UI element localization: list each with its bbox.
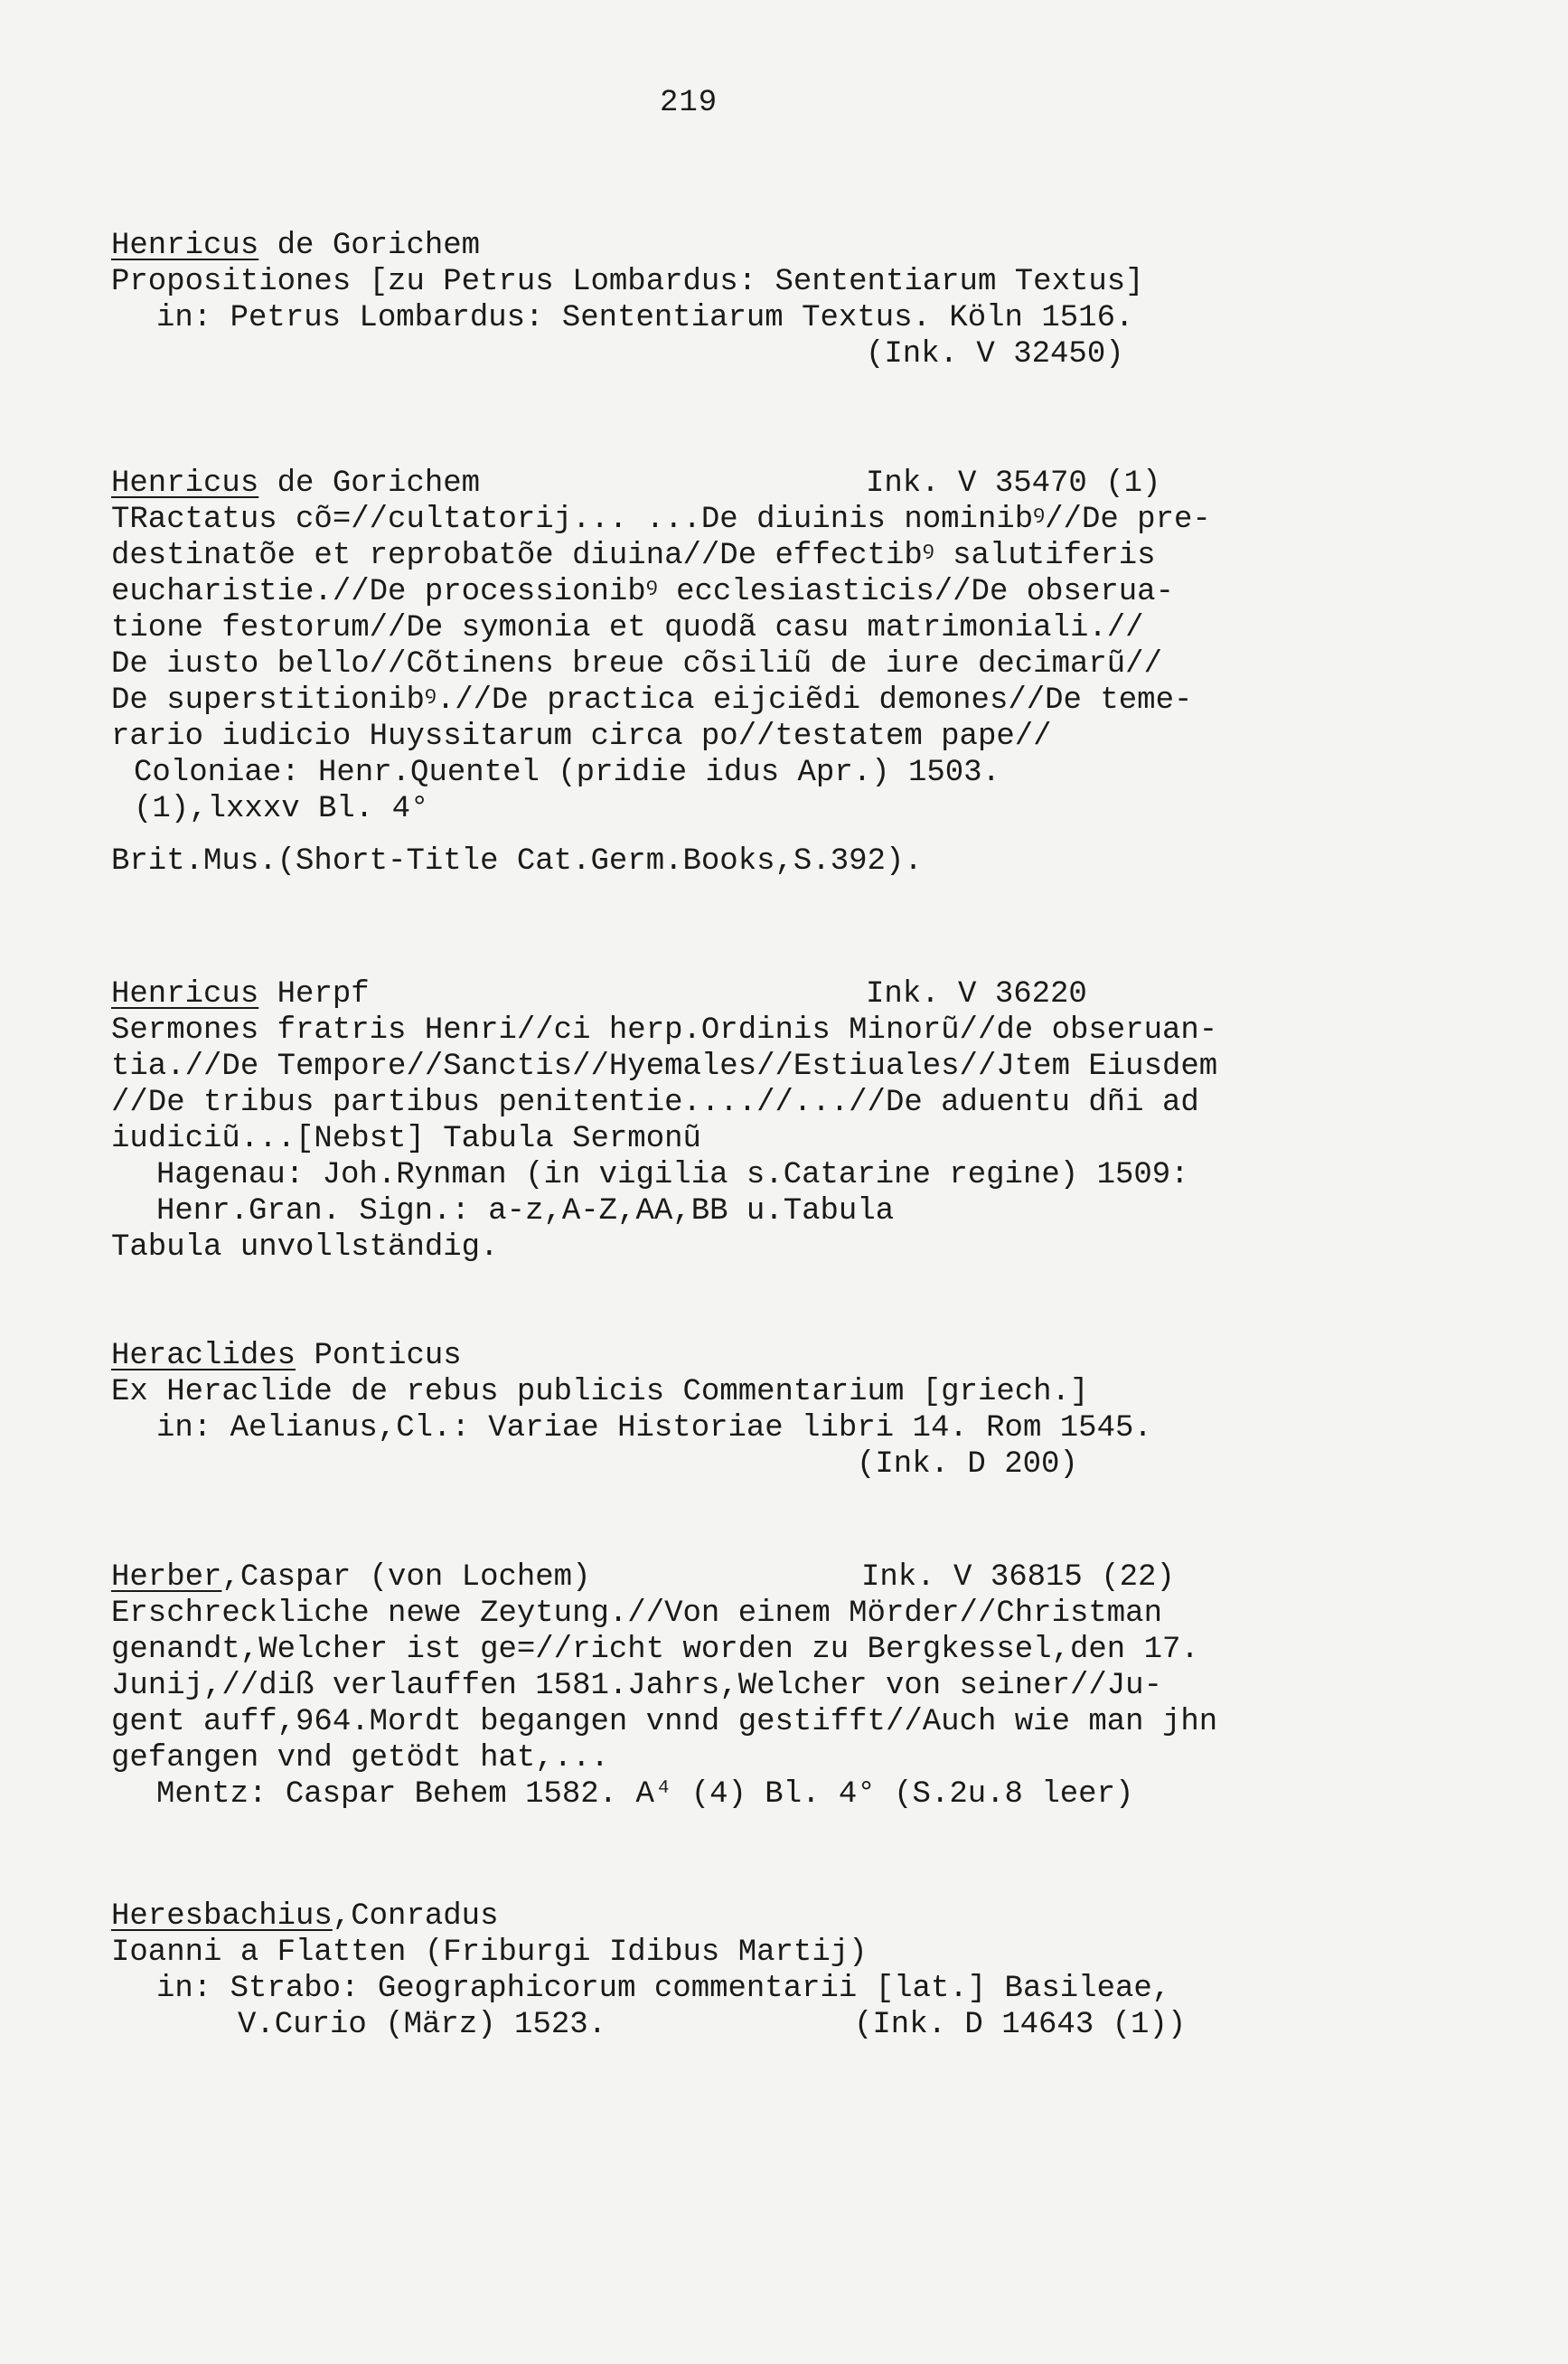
author-name: Herber: [111, 1560, 222, 1595]
shelfmark-text: Ink. V 36815 (22): [861, 1560, 1175, 1595]
entry-shelfmark: [111, 1446, 1286, 1483]
author-name: Heresbachius: [111, 1899, 333, 1934]
author-name: Henricus: [111, 977, 259, 1012]
entry-line: eucharistie.//De processionibꝰ ecclesiasticis//De obserua-: [111, 575, 1174, 609]
entry-line: De superstitionibꝰ.//De practica eijciẽdi demones//De teme-: [111, 683, 1193, 718]
author-name: Henricus: [111, 229, 259, 263]
entry-line: rario iudicio Huyssitarum circa po//testatem pape//: [111, 720, 1052, 754]
author-name: Henricus: [111, 466, 259, 501]
entry-line: De iusto bello//Cõtinens breue cõsiliũ de iure decimarũ//: [111, 647, 1162, 682]
author-rest: ,Caspar (von Lochem): [221, 1560, 591, 1595]
entry-line: gefangen vnd getödt hat,...: [111, 1741, 609, 1775]
catalog-entry: [111, 1559, 1286, 1813]
shelfmark-text: Ink. V 35470 (1): [866, 466, 1161, 501]
author-name: Heraclides: [111, 1339, 296, 1373]
entry-line: Henr.Gran. Sign.: a-z,A-Z,AA,BB u.Tabula: [156, 1194, 895, 1229]
catalog-entry: [111, 228, 1286, 372]
entry-line: Coloniae: Henr.Quentel (pridie idus Apr.) 1503.: [134, 756, 1000, 790]
entry-author: [111, 466, 1286, 502]
entry-line: TRactatus cõ=//cultatorij... ...De diuinis nominibꝰ//De pre-: [111, 503, 1211, 537]
entry-line: in: Aelianus,Cl.: Variae Historiae libri 14. Rom 1545.: [156, 1411, 1152, 1446]
entry-line: (1),lxxxv Bl. 4°: [134, 792, 429, 826]
shelfmark-text: (Ink. D 200): [857, 1447, 1078, 1482]
entry-shelfmark: [111, 336, 1286, 372]
entry-line: in: Strabo: Geographicorum commentarii [lat.] Basileae,: [156, 1972, 1171, 2006]
page-number: 219: [660, 86, 718, 120]
entry-line: genandt,Welcher ist ge=//richt worden zu Bergkessel,den 17.: [111, 1633, 1199, 1667]
entry-line: //De tribus partibus penitentie....//...//De aduentu dñi ad: [111, 1086, 1199, 1120]
catalog-entry: [111, 1898, 1286, 2043]
shelfmark-text: (Ink. D 14643 (1)): [854, 2008, 1187, 2042]
entry-line: in: Petrus Lombardus: Sententiarum Textus. Köln 1516.: [156, 301, 1134, 335]
entry-author: [111, 1559, 1286, 1596]
author-rest: Herpf: [258, 977, 370, 1012]
author-rest: de Gorichem: [258, 229, 481, 263]
entry-line: tione festorum//De symonia et quodã casu matrimoniali.//: [111, 611, 1144, 645]
entry-line: Tabula unvollständig.: [111, 1230, 499, 1265]
entry-author: [111, 228, 1286, 264]
catalog-entry: [111, 976, 1286, 1266]
entry-line: tia.//De Tempore//Sanctis//Hyemales//Estiuales//Jtem Eiusdem: [111, 1050, 1218, 1084]
entry-line: Junij,//diß verlauffen 1581.Jahrs,Welcher von seiner//Ju-: [111, 1669, 1162, 1703]
entry-line: [111, 2007, 1286, 2043]
catalog-entry: [111, 1338, 1286, 1483]
entry-line: gent auff,964.Mordt begangen vnnd gestifft//Auch wie man jhn: [111, 1705, 1218, 1739]
shelfmark-text: (Ink. V 32450): [866, 337, 1124, 372]
entry-line: destinatõe et reprobatõe diuina//De effectibꝰ salutiferis: [111, 539, 1156, 573]
entry-line: Ex Heraclide de rebus publicis Commentarium [griech.]: [111, 1375, 1089, 1409]
entry-author: [111, 976, 1286, 1012]
author-rest: ,Conradus: [332, 1899, 499, 1934]
entry-line: Propositiones [zu Petrus Lombardus: Sententiarum Textus]: [111, 265, 1144, 299]
entry-line: Ioanni a Flatten (Friburgi Idibus Martij): [111, 1935, 868, 1970]
entry-line: iudiciũ...[Nebst] Tabula Sermonũ: [111, 1122, 701, 1156]
entry-line: Brit.Mus.(Short-Title Cat.Germ.Books,S.392).: [111, 844, 923, 879]
catalog-entry: [111, 466, 1286, 880]
entry-line: Hagenau: Joh.Rynman (in vigilia s.Catarine regine) 1509:: [156, 1158, 1189, 1192]
entry-line: Erschreckliche newe Zeytung.//Von einem Mörder//Christman: [111, 1596, 1162, 1631]
entry-author: [111, 1338, 1286, 1374]
shelfmark-text: Ink. V 36220: [866, 977, 1087, 1012]
entry-line: Mentz: Caspar Behem 1582. A⁴ (4) Bl. 4° (S.2u.8 leer): [156, 1777, 1134, 1812]
author-rest: de Gorichem: [258, 466, 481, 501]
entry-line-text: V.Curio (März) 1523.: [238, 2008, 607, 2042]
entry-author: [111, 1898, 1286, 1935]
entry-line: Sermones fratris Henri//ci herp.Ordinis Minorũ//de obseruan-: [111, 1013, 1218, 1048]
author-rest: Ponticus: [296, 1339, 462, 1373]
